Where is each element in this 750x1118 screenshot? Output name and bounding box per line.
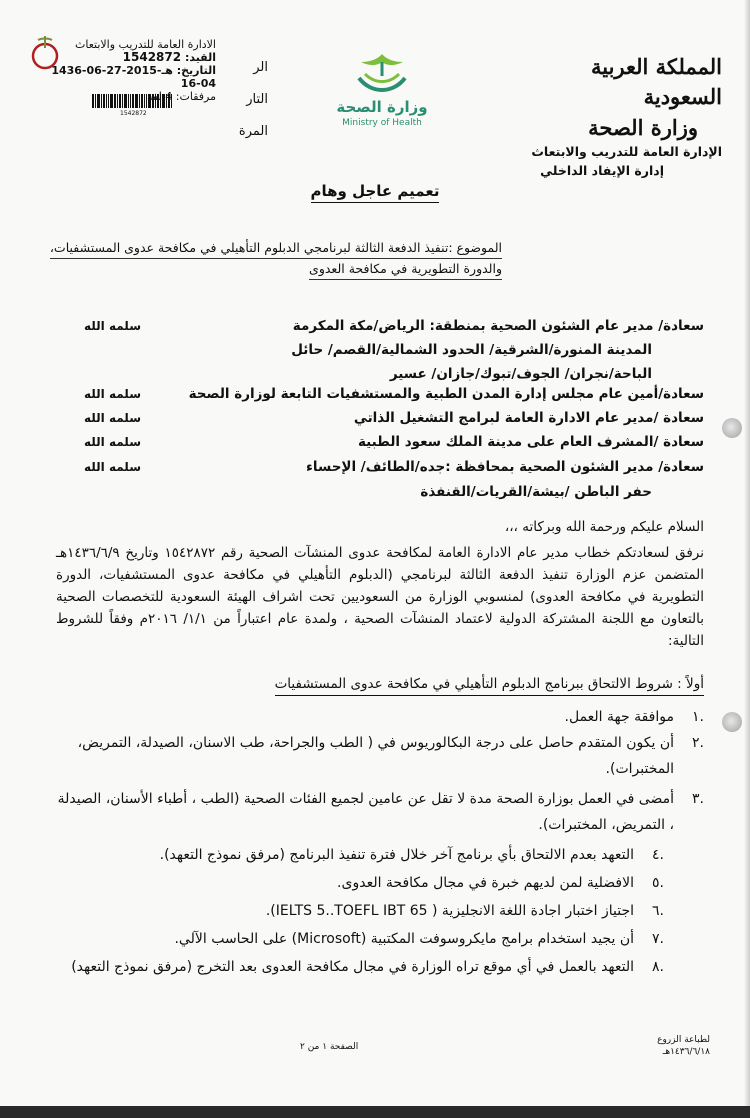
binder-hole-icon — [722, 418, 742, 438]
barcode-number: 1542872 — [120, 110, 147, 117]
list-item-number: .٢ — [692, 735, 704, 751]
addressee-text: المدينة المنورة/الشرقية/ الحدود الشمالية/القصم/ حائل — [291, 342, 652, 358]
addressee-text: سعادة/أمين عام مجلس إدارة المدن الطبية والمستشفيات التابعة لوزارة الصحة — [188, 386, 704, 402]
stamp-date-value: 1436-06-27هـ-2015-04-16 — [51, 64, 216, 90]
list-item-number: .٧ — [652, 931, 664, 947]
stamp-attachments: مرفقات: — [175, 90, 216, 103]
list-item-text: أمضى في العمل بوزارة الصحة مدة لا تقل عن عامين لجميع الفئات الصحية (الطب ، أطباء الأسنان، الصيدلة ، التمريض، المختبرات). — [57, 791, 674, 833]
stamp-org: الادارة العامة للتدريب والابتعاث — [74, 38, 216, 51]
addressee-text: سعادة/ مدير الشئون الصحية بمحافظة :جده/الطائف/ الإحساء — [305, 459, 704, 475]
field-label: الر — [253, 60, 268, 75]
logo-arabic-text: وزارة الصحة — [336, 98, 428, 116]
list-item-number: .٣ — [692, 791, 704, 807]
addressee-greeting: سلمه الله — [84, 435, 141, 449]
addressee-text: سعادة /مدير عام الادارة العامة لبرامج التشغيل الذاتي — [353, 410, 704, 426]
addressee-row — [84, 455, 704, 479]
list-item — [56, 870, 704, 896]
addressee-greeting: سلمه الله — [84, 387, 141, 401]
stamp-date-label: التاريخ: — [176, 64, 216, 77]
kingdom-name: المملكة العربية السعودية — [590, 54, 722, 109]
addressee-row — [84, 480, 704, 504]
addressee-row — [84, 406, 704, 430]
list-item-number: .٤ — [652, 847, 664, 863]
addressee-greeting: سلمه الله — [84, 411, 141, 425]
ministry-logo — [332, 50, 432, 140]
list-item — [56, 954, 704, 980]
body-paragraph: نرفق لسعادتكم خطاب مدير عام الادارة العامة لمكافحة عدوى المنشآت الصحية رقم ١٥٤٢٨٧٢ وتاريخ ١٤٣٦/٦/٩هـ المتضمن عزم الوزارة تنفيذ الدفعة الثالثة لبرنامجي (الدبلوم التأهيلي في مكافحة عدوى المستشفيات، الدورة التطويرية في مكافحة العدوى) لمنسوبي الوزارة من السعوديين تحت اشراف الهيئة السعودية للتخصصات الصحية بالتعاون مع اللجنة المشتركة الدولية لاعتماد المنشآت الصحية ، ولمدة عام اعتباراً من ١/١/ ٢٠١٦م وفقاً للشروط التالية: — [56, 545, 705, 649]
list-item-number: .٥ — [652, 875, 664, 891]
list-item-text: أن يجيد استخدام برامج مايكروسوفت المكتبية (Microsoft) على الحاسب الآلي. — [174, 931, 634, 947]
binder-hole-icon — [722, 712, 742, 732]
list-item-text: موافقة جهة العمل. — [564, 709, 674, 725]
addressee-row — [84, 314, 704, 338]
addressee-row — [84, 430, 704, 454]
ministry-name: وزارة الصحة — [588, 115, 698, 140]
print-date: ١٤٣٦/٦/١٨هـ — [662, 1047, 710, 1057]
department-line: إدارة الإيفاد الداخلي — [540, 163, 664, 178]
palm-logo-icon — [347, 50, 417, 96]
addressee-text: سعادة/ مدير عام الشئون الصحية بمنطقة: الرياض/مكة المكرمة — [292, 318, 704, 334]
document-title — [0, 182, 750, 200]
page-number: الصفحة ١ من ٢ — [300, 1042, 359, 1052]
list-item-text: التعهد بالعمل في أي موقع تراه الوزارة في مجال مكافحة العدوى بعد التخرج (مرفق نموذج التعهد) — [71, 959, 634, 975]
field-label: التار — [246, 92, 268, 107]
letterhead — [522, 52, 722, 180]
stamp-ref-number: 1542872 — [122, 50, 182, 64]
department-line: الإدارة العامة للتدريب والابتعاث — [531, 144, 722, 159]
section-heading — [275, 676, 704, 692]
list-item — [56, 730, 704, 782]
stamp-date-row — [36, 64, 216, 90]
addressee-greeting: سلمه الله — [84, 460, 141, 474]
list-item-text: التعهد بعدم الالتحاق بأي برنامج آخر خلال فترة تنفيذ البرنامج (مرفق نموذج التعهد). — [159, 847, 634, 863]
addressee-text: حفر الباطن /بيشة/القريات/القنفذة — [420, 484, 652, 500]
addressee-text: الباحة/نجران/ الجوف/تبوك/جازان/ عسير — [389, 366, 652, 382]
field-label: المرة — [238, 124, 268, 139]
list-item-text: الافضلية لمن لديهم خبرة في مجال مكافحة العدوى. — [337, 875, 634, 891]
addressee-text: سعادة /المشرف العام على مدينة الملك سعود الطبية — [357, 434, 704, 450]
list-item — [56, 786, 704, 838]
list-item-number: .٦ — [652, 903, 664, 919]
subject-block — [42, 238, 502, 280]
list-item-number: .١ — [692, 709, 704, 725]
barcode — [92, 94, 192, 108]
subject-line: الموضوع :تنفيذ الدفعة الثالثة لبرنامجي الدبلوم التأهيلي في مكافحة عدوى المستشفيات، — [50, 238, 502, 259]
addressee-greeting: سلمه الله — [84, 319, 141, 333]
salutation: السلام عليكم ورحمة الله وبركاته ،،، — [504, 519, 704, 535]
list-item — [56, 842, 704, 868]
list-item — [56, 704, 704, 730]
list-item-number: .٨ — [652, 959, 664, 975]
print-note — [657, 1034, 710, 1058]
logo-english-text: Ministry of Health — [342, 118, 422, 128]
addressee-row — [84, 382, 704, 406]
subject-line: والدورة التطويرية في مكافحة العدوى — [309, 259, 502, 280]
section-heading-text: أولاً : شروط الالتحاق ببرنامج الدبلوم التأهيلي في مكافحة عدوى المستشفيات — [275, 676, 704, 696]
list-item — [56, 898, 704, 924]
print-label: لطباعة الزروع — [657, 1035, 710, 1045]
form-field-labels — [228, 52, 268, 148]
list-item-text: اجتياز اختبار اجادة اللغة الانجليزية ( IELTS 5..TOEFL IBT 65). — [265, 903, 634, 919]
stamp-ref-label: القيد: — [184, 51, 216, 64]
list-item-text: أن يكون المتقدم حاصل على درجة البكالوريوس في ( الطب والجراحة، طب الاسنان، الصيدلة، التمريض، المختبرات). — [77, 735, 674, 777]
conditions-list — [56, 704, 704, 980]
title-text: تعميم عاجل وهام — [311, 182, 440, 203]
list-item — [56, 926, 704, 952]
scan-edge — [0, 1106, 750, 1118]
paper-edge — [744, 0, 750, 1118]
addressee-row — [84, 338, 704, 362]
stamp-ref-row — [36, 51, 216, 64]
